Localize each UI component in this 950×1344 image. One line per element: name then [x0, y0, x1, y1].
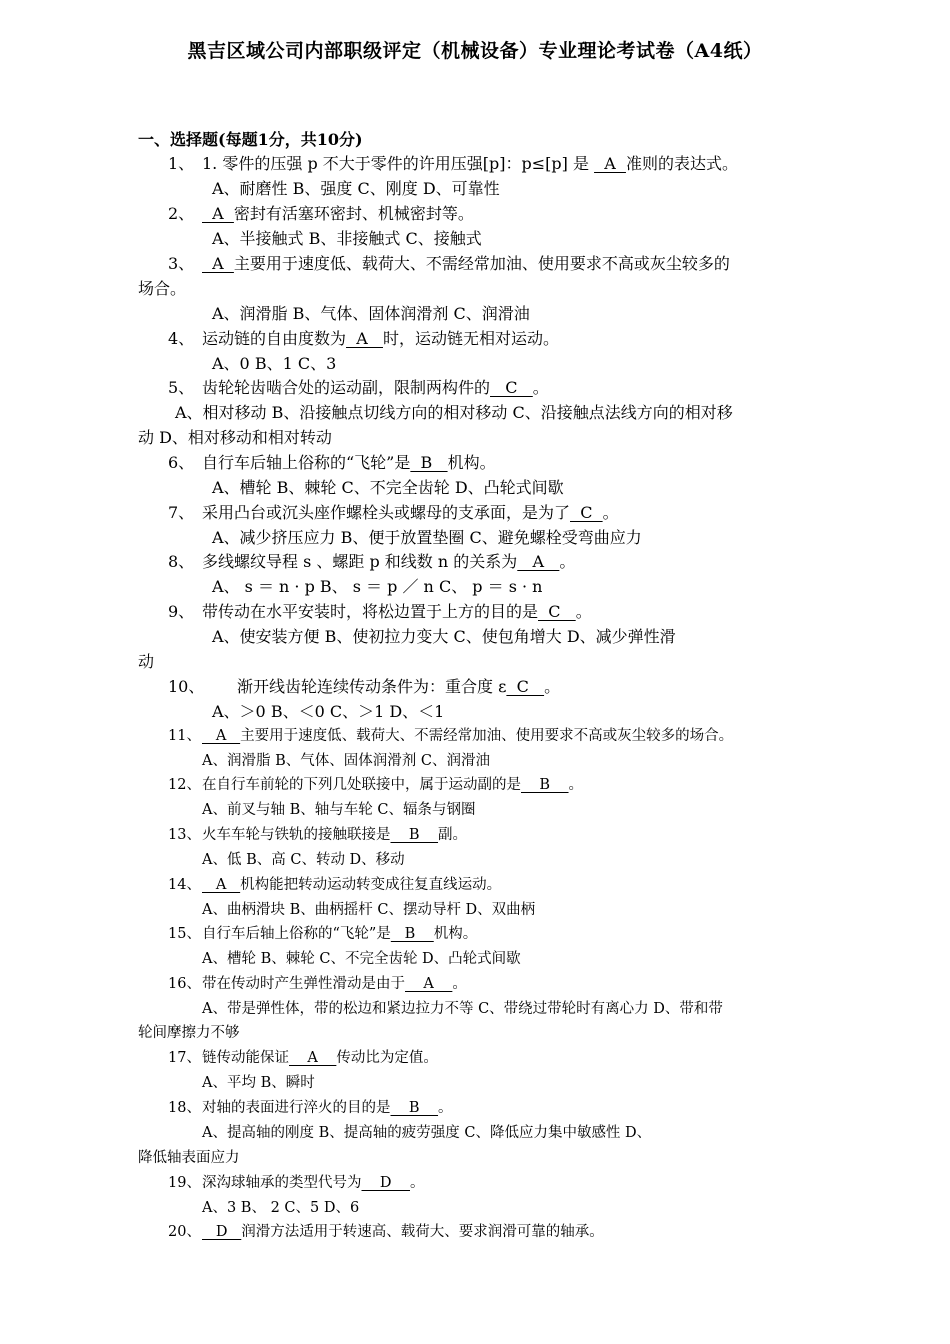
- answer-blank: A: [594, 154, 626, 173]
- answer-blank: B: [410, 453, 448, 472]
- question-number: 14、: [168, 877, 201, 893]
- answer-blank: B: [521, 777, 569, 793]
- answer-blank: A: [202, 728, 241, 744]
- question-stem-start: 深沟球轴承的类型代号为: [202, 1175, 362, 1191]
- question-text: [202, 1046, 438, 1070]
- question-text: [202, 873, 501, 897]
- answer-options: A、耐磨性 B、强度 C、刚度 D、可靠性: [212, 179, 500, 198]
- question-stem-end: 副。: [438, 827, 468, 843]
- question-text: [237, 675, 560, 699]
- question-stem-start: 多线螺纹导程 s 、螺距 p 和线数 n 的关系为: [202, 552, 518, 571]
- answer-options: A、带是弹性体，带的松边和紧边拉力不等 C、带绕过带轮时有离心力 D、带和带: [202, 1001, 723, 1017]
- question-stem-end: 机构。: [447, 453, 496, 472]
- answer-blank: A: [289, 1050, 337, 1066]
- question-stem-end: 。: [575, 602, 592, 621]
- answer-options: A、曲柄滑块 B、曲柄摇杆 C、摆动导杆 D、双曲柄: [202, 902, 536, 918]
- question-number: 19、: [168, 1175, 201, 1191]
- answer-options: A、前叉与轴 B、轴与车轮 C、辐条与钢圈: [202, 802, 476, 818]
- question-number: 17、: [168, 1050, 201, 1066]
- answer-blank: A: [202, 254, 234, 273]
- question-stem-start: 链传动能保证: [202, 1050, 289, 1066]
- question-number: 1、: [168, 154, 195, 173]
- answer-options: A、槽轮 B、棘轮 C、不完全齿轮 D、凸轮式间歇: [212, 478, 564, 497]
- question-stem-start: 在自行车前轮的下列几处联接中，属于运动副的是: [202, 777, 521, 793]
- answer-options: A、 s ＝ n · p B、 s ＝ p ／ n C、 p ＝ s · n: [212, 577, 543, 596]
- question-number: 10、: [168, 677, 205, 696]
- question-stem-end: 。: [452, 976, 467, 992]
- answer-blank: D: [202, 1224, 242, 1240]
- question-text: [202, 501, 619, 525]
- question-stem-start: 渐开线齿轮连续传动条件为：重合度 ε: [237, 677, 507, 696]
- question-number: 9、: [168, 602, 195, 621]
- question-text: [202, 550, 575, 574]
- answer-blank: A: [202, 877, 241, 893]
- answer-blank: A: [346, 329, 383, 348]
- question-number: 11、: [168, 728, 201, 744]
- answer-options-continuation: 动: [138, 652, 155, 671]
- question-stem-end: 。: [559, 552, 576, 571]
- question-text: [202, 451, 496, 475]
- question-stem-end: 准则的表达式。: [625, 154, 738, 173]
- question-number: 7、: [168, 503, 195, 522]
- answer-options: A、提高轴的刚度 B、提高轴的疲劳强度 C、降低应力集中敏感性 D、: [202, 1125, 652, 1141]
- question-number: 3、: [168, 254, 195, 273]
- question-stem-end: 机构能把转动运动转变成往复直线运动。: [240, 877, 502, 893]
- question-text: [202, 252, 730, 276]
- question-stem-end: 。: [410, 1175, 425, 1191]
- question-stem-end: 。: [438, 1100, 453, 1116]
- answer-options: A、半接触式 B、非接触式 C、接触式: [212, 229, 482, 248]
- question-text: [202, 773, 583, 797]
- question-text-continuation: 场合。: [138, 279, 187, 298]
- answer-options: A、槽轮 B、棘轮 C、不完全齿轮 D、凸轮式间歇: [202, 951, 521, 967]
- section-heading: 一、选择题(每题1分，共10分): [138, 130, 363, 149]
- question-number: 2、: [168, 204, 195, 223]
- answer-blank: D: [361, 1175, 410, 1191]
- question-text: [202, 724, 733, 748]
- question-number: 4、: [168, 329, 195, 348]
- answer-blank: A: [202, 204, 234, 223]
- answer-options: A、＞0 B、＜0 C、＞1 D、＜1: [212, 702, 445, 721]
- question-text: [202, 1096, 453, 1120]
- question-number: 6、: [168, 453, 195, 472]
- question-number: 20、: [168, 1224, 201, 1240]
- question-stem-start: 自行车后轴上俗称的“飞轮”是: [202, 926, 391, 942]
- question-stem-end: 。: [602, 503, 619, 522]
- answer-blank: C: [570, 503, 603, 522]
- question-stem-end: 润滑方法适用于转速高、载荷大、要求润滑可靠的轴承。: [241, 1224, 604, 1240]
- answer-options-continuation: 动 D、相对移动和相对转动: [138, 428, 332, 447]
- question-stem-start: 运动链的自由度数为: [202, 329, 347, 348]
- question-stem-start: 自行车后轴上俗称的“飞轮”是: [202, 453, 411, 472]
- question-stem-end: 。: [568, 777, 584, 793]
- answer-options: A、使安装方便 B、使初拉力变大 C、使包角增大 D、减少弹性滑: [212, 627, 676, 646]
- question-number: 8、: [168, 552, 195, 571]
- question-text: [202, 1220, 604, 1244]
- question-stem-start: 1. 零件的压强 p 不大于零件的许用压强[p]：p≤[p] 是: [202, 154, 595, 173]
- question-stem-start: 火车车轮与铁轨的接触联接是: [202, 827, 391, 843]
- question-stem-end: 机构。: [433, 926, 478, 942]
- answer-options: A、润滑脂 B、气体、固体润滑剂 C、润滑油: [212, 304, 530, 323]
- question-stem-start: 对轴的表面进行淬火的目的是: [202, 1100, 391, 1116]
- question-stem-end: 。: [532, 378, 549, 397]
- answer-blank: B: [390, 926, 434, 942]
- question-text: [202, 1171, 425, 1195]
- answer-blank: B: [390, 827, 439, 843]
- answer-options: A、低 B、高 C、转动 D、移动: [202, 852, 405, 868]
- answer-options: A、相对移动 B、沿接触点切线方向的相对移动 C、沿接触点法线方向的相对移: [175, 403, 733, 422]
- question-stem-end: 。: [544, 677, 561, 696]
- answer-options: A、平均 B、瞬时: [202, 1075, 315, 1091]
- answer-blank: A: [405, 976, 453, 992]
- question-stem-end: 传动比为定值。: [336, 1050, 438, 1066]
- question-text: [202, 972, 467, 996]
- question-number: 18、: [168, 1100, 201, 1116]
- answer-options: A、润滑脂 B、气体、固体润滑剂 C、润滑油: [202, 753, 490, 769]
- question-stem-end: 时，运动链无相对运动。: [383, 329, 560, 348]
- question-text: [202, 327, 559, 351]
- answer-options-continuation: 轮间摩擦力不够: [138, 1025, 240, 1041]
- answer-options: A、减少挤压应力 B、便于放置垫圈 C、避免螺栓受弯曲应力: [212, 528, 642, 547]
- answer-blank: C: [506, 677, 545, 696]
- question-stem-end: 密封有活塞环密封、机械密封等。: [233, 204, 474, 223]
- answer-options: A、0 B、1 C、3: [212, 354, 337, 373]
- question-number: 15、: [168, 926, 201, 942]
- question-stem-start: 带传动在水平安装时，将松边置于上方的目的是: [202, 602, 539, 621]
- question-stem-end: 主要用于速度低、载荷大、不需经常加油、使用要求不高或灰尘较多的场合。: [240, 728, 734, 744]
- question-text: [202, 376, 549, 400]
- answer-blank: A: [517, 552, 560, 571]
- question-stem-end: 主要用于速度低、载荷大、不需经常加油、使用要求不高或灰尘较多的: [233, 254, 730, 273]
- question-number: 16、: [168, 976, 201, 992]
- answer-blank: B: [390, 1100, 439, 1116]
- question-text: [202, 202, 474, 226]
- question-stem-start: 带在传动时产生弹性滑动是由于: [202, 976, 405, 992]
- answer-blank: C: [490, 378, 533, 397]
- question-text: [202, 823, 467, 847]
- answer-blank: C: [538, 602, 576, 621]
- answer-options: A、3 B、 2 C、5 D、6: [202, 1200, 360, 1216]
- question-stem-start: 齿轮轮齿啮合处的运动副，限制两构件的: [202, 378, 491, 397]
- page-title: 黑吉区域公司内部职级评定（机械设备）专业理论考试卷（A4纸）: [187, 40, 763, 62]
- answer-options-continuation: 降低轴表面应力: [138, 1150, 240, 1166]
- question-number: 5、: [168, 378, 195, 397]
- question-text: [202, 922, 477, 946]
- question-number: 13、: [168, 827, 201, 843]
- question-stem-start: 采用凸台或沉头座作螺栓头或螺母的支承面，是为了: [202, 503, 571, 522]
- question-text: [202, 152, 738, 176]
- question-text: [202, 600, 592, 624]
- question-number: 12、: [168, 777, 201, 793]
